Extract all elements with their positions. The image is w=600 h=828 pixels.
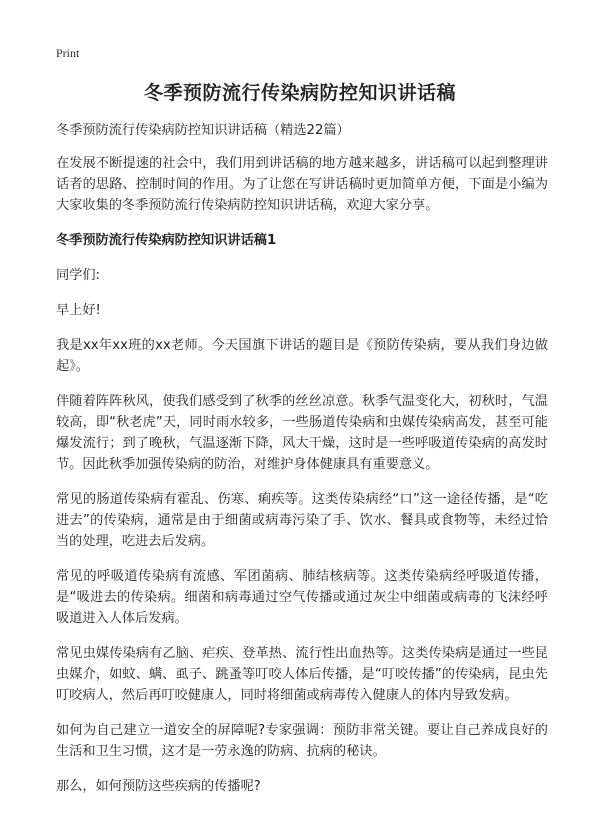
body-paragraph: 常见虫媒传染病有乙脑、疟疾、登革热、流行性出血热等。这类传染病是通过一些昆虫媒介，如蚊、螨、虱子、跳蚤等叮咬人体后传播，是“叮咬传播”的传染病，昆虫先叮咬病人，然后再叮咬健康人，同时将细菌或病毒传入健康人的体内导致发病。 (56, 646, 548, 703)
body-paragraph: 如何为自己建立一道安全的屏障呢?专家强调：预防非常关键。要让自己养成良好的生活和卫生习惯，这才是一劳永逸的防病、抗病的秘诀。 (56, 723, 548, 759)
print-link[interactable]: Print (56, 46, 80, 60)
page-title: 冬季预防流行传染病防控知识讲话稿 (143, 82, 456, 104)
document-subtitle: 冬季预防流行传染病防控知识讲话稿（精选22篇） (56, 123, 350, 138)
intro-paragraph: 在发展不断提速的社会中，我们用到讲话稿的地方越来越多，讲话稿可以起到整理讲话者的思路、控制时间的作用。为了让您在写讲话稿时更加简单方便，下面是小编为大家收集的冬季预防流行传染病防控知识讲话稿，欢迎大家分享。 (56, 156, 548, 213)
document-body (56, 120, 548, 811)
body-paragraph: 那么，如何预防这些疾病的传播呢? (56, 779, 261, 794)
body-paragraph: 伴随着阵阵秋风，使我们感受到了秋季的丝丝凉意。秋季气温变化大，初秋时，气温较高，即“秋老虎”天，同时雨水较多，一些肠道传染病和虫媒传染病高发，甚至可能爆发流行；到了晚秋，气温逐渐下降，风大干燥，这时是一些呼吸道传染病的高发时节。因此秋季加强传染病的防治，对维护身体健康具有重要意义。 (56, 394, 548, 472)
body-paragraph: 常见的呼吸道传染病有流感、军团菌病、肺结核病等。这类传染病经呼吸道传播，是“吸进去的传染病。细菌和病毒通过空气传播或通过灰尘中细菌或病毒的飞沫经呼吸道进入人体后发病。 (56, 569, 548, 626)
body-paragraph: 我是xx年xx班的xx老师。今天国旗下讲话的题目是《预防传染病，要从我们身边做起》。 (56, 338, 548, 374)
body-paragraph: 常见的肠道传染病有霍乱、伤寒、痢疾等。这类传染病经“口”这一途径传播，是“吃进去”的传染病，通常是由于细菌或病毒污染了手、饮水、餐具或食物等，未经过恰当的处理，吃进去后发病。 (56, 492, 548, 549)
greeting-morning: 早上好! (56, 303, 101, 318)
section-heading: 冬季预防流行传染病防控知识讲话稿1 (56, 233, 277, 248)
greeting-students: 同学们: (56, 268, 101, 283)
